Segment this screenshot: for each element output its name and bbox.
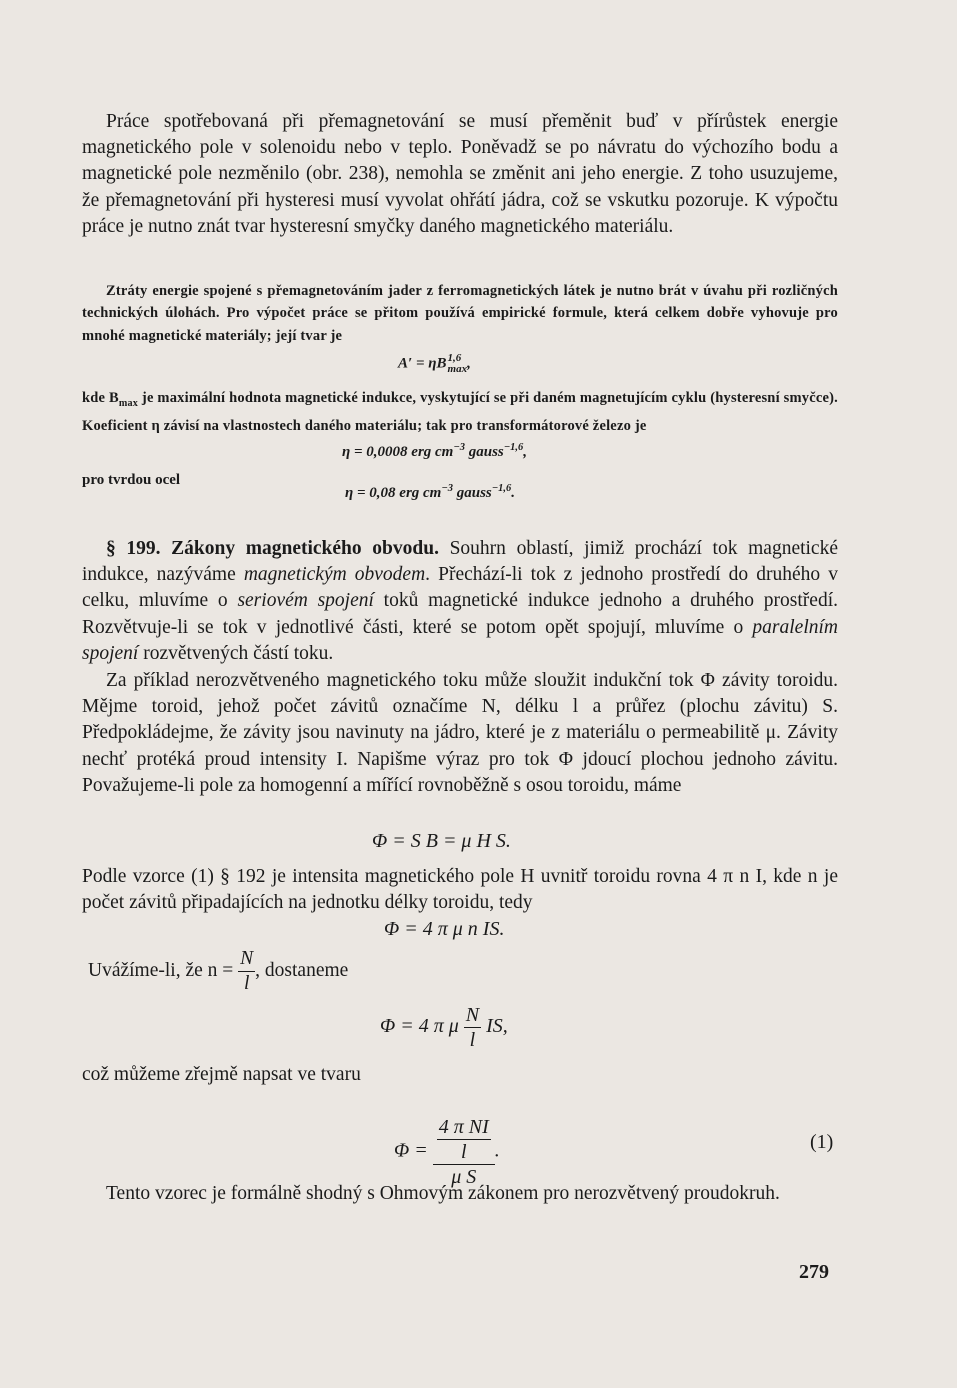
formula-eta-transformer-iron: η = 0,0008 erg $cm^{-3}$ gauss$^{-1,6}$,: [342, 442, 528, 460]
page-number: 279: [799, 1261, 829, 1283]
line-consider-n: Uvážíme-li, že n = $\frac{N}{l}$ , dostaneme: [88, 948, 349, 994]
formula-eta-hard-steel: η = 0,08 erg $cm^{-3}$ gauss$^{-1,6}$.: [345, 483, 516, 501]
formula-hysteresis-work: A′ = ηB 1,6 max ,: [398, 352, 471, 375]
paragraph-toroid-example: Za příklad nerozvětveného magnetického toku může sloužit indukční tok Φ závity toroidu. Mějme toroid, jehož počet závitů označíme N, délku l a průřez (plochu závitu) S. Předpokládejme, že závity jsou navinuty na jádro, které je z materiálu o permeabilitě μ. Závity nechť protéká proud intensity I. Napišme výraz pro tok Φ jdoucí plochou jednoho závitu. Považujeme-li pole za homogenní a mířící rovnoběžně s osou toroidu, máme: [82, 670, 838, 796]
equation-flux-3: Φ = 4 π μ $\frac{N}{l}$ IS,: [380, 1004, 508, 1051]
line-write-form: což můžeme zřejmě napsat ve tvaru: [82, 1064, 361, 1085]
small-paragraph-coefficient: kde $B_{max}$ je maximální hodnota magnetické indukce, vyskytující se při daném magnetujícím cyklu (hysteresní smyčce). Koeficient η závisí na vlastnostech daného materiálu; tak pro transformátorové železo je: [82, 390, 838, 435]
equation-final: Φ = $\frac{\frac{\text{4 π NI}}{l}}{\text{μ S}}$ .: [394, 1116, 500, 1188]
small-paragraph-energy-losses: Ztráty energie spojené s přemagnetováním jader z ferromagnetických látek je nutno brát v úvahu při rozličných technických úlohách. Pro výpočet práce se přitom používá empirické formule, která celkem dobře vyhovuje pro mnohé magnetické materiály; její tvar je: [82, 283, 838, 344]
equation-flux-1: Φ = S B = μ H S.: [372, 830, 511, 852]
section-number: § 199.: [106, 538, 161, 559]
equation-number: (1): [810, 1131, 834, 1153]
paragraph-ohm-analogy: Tento vzorec je formálně shodný s Ohmovým zákonem pro nerozvětvený proudokruh.: [106, 1183, 780, 1204]
equation-flux-2: Φ = 4 π μ n IS.: [384, 918, 505, 940]
section-title: Zákony magnetického obvodu.: [171, 538, 439, 559]
label-hard-steel: pro tvrdou ocel: [82, 472, 181, 488]
paragraph-hysteresis-work: Práce spotřebovaná při přemagnetování se musí přeměnit buď v přírůstek energie magnetického pole v solenoidu nebo v teplo. Poněvadž se po návratu do výchozího bodu a magnetické pole nezměnilo (obr. 238), nemohla se změnit ani jeho energie. Z toho usuzujeme, že přemagnetování při hysteresi musí vyvolat ohřátí jádra, což se vskutku pozoruje. K výpočtu práce je nutno znát tvar hysteresní smyčky daného magnetického materiálu.: [82, 111, 838, 237]
section-199: § 199. Zákony magnetického obvodu. Souhrn oblastí, jimiž prochází tok magnetické indukce, nazýváme magnetickým obvodem. Přechází-li tok z jednoho prostředí do druhého v celku, mluvíme o seriovém spojení toků magnetické indukce jednoho a druhého prostředí. Rozvětvuje-li se tok v jednotlivé části, které se potom opět spojují, mluvíme o paralelním spojení rozvětvených částí toku.: [82, 538, 838, 664]
paragraph-field-intensity: Podle vzorce (1) § 192 je intensita magnetického pole H uvnitř toroidu rovna 4 π n I, kde n je počet závitů připadajících na jednotku délky toroidu, tedy: [82, 866, 838, 914]
